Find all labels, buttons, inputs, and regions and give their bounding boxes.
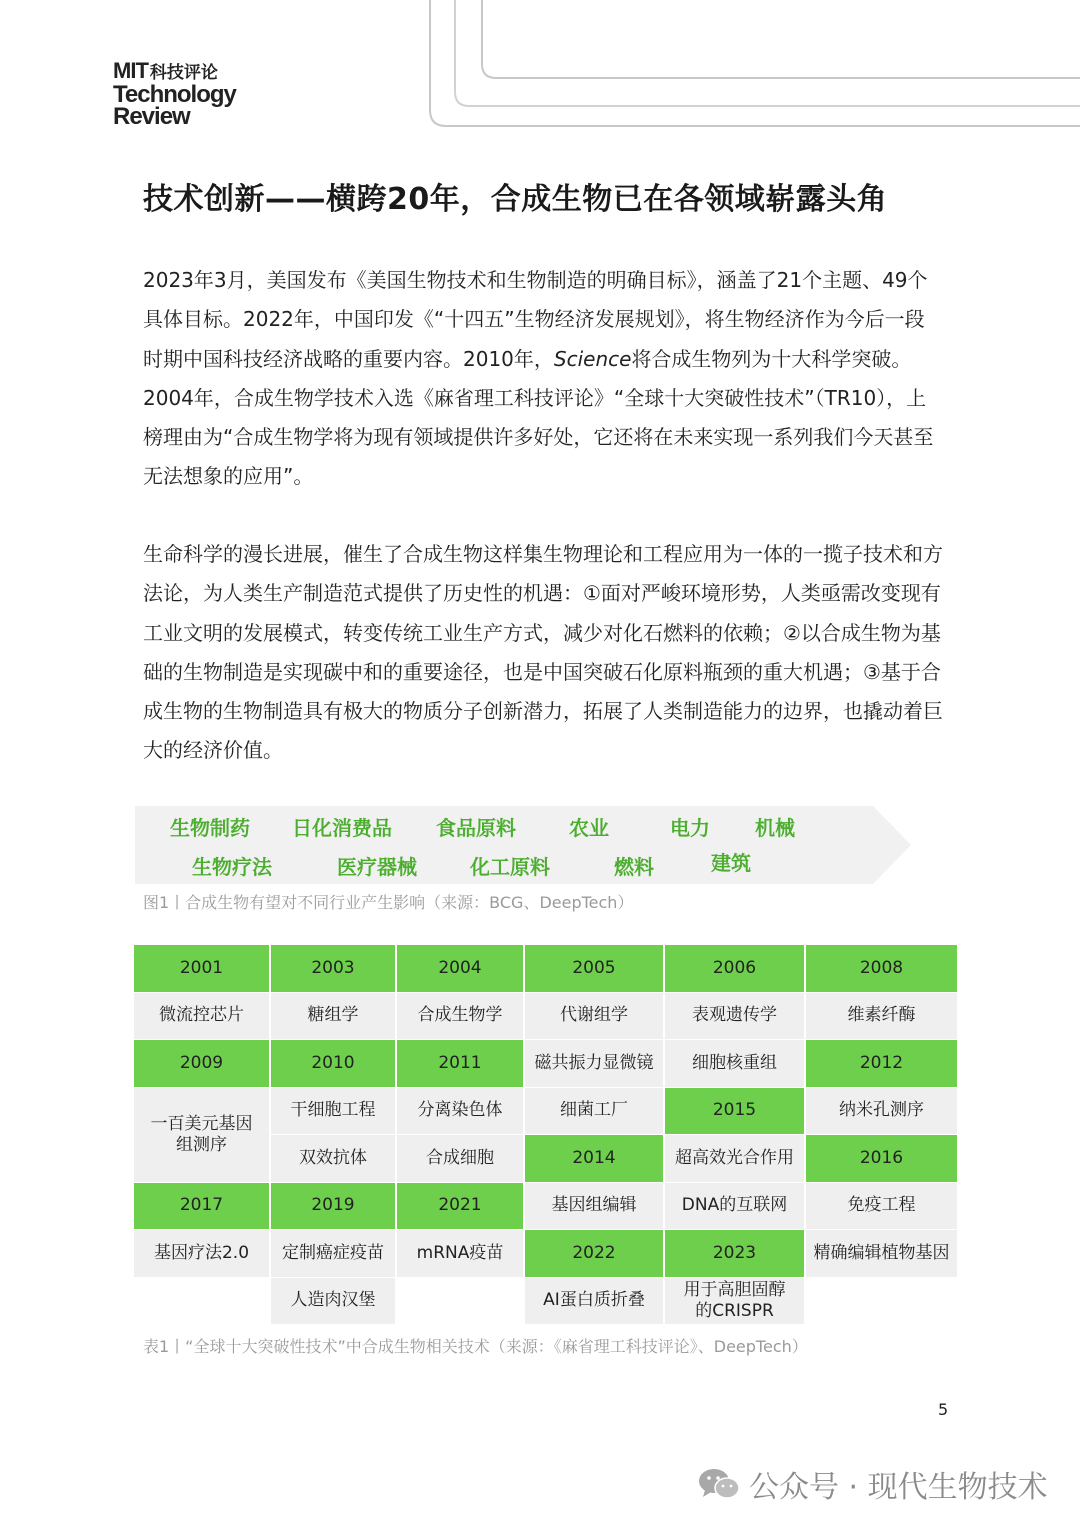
table-caption: 表1丨“全球十大突破性技术”中合成生物相关技术（来源：《麻省理工科技评论》、DeepTech）	[143, 1337, 808, 1356]
science-journal-name: Science	[553, 346, 632, 371]
year-cell: 2006	[665, 945, 804, 993]
year-cell: 2004	[397, 945, 523, 993]
year-cell: 2023	[665, 1230, 804, 1278]
industry-label: 日化消费品	[292, 816, 392, 840]
tech-cell: 精确编辑植物基因	[806, 1230, 957, 1278]
tech-cell: 分离染色体	[397, 1088, 523, 1136]
paragraph-2: 生命科学的漫长进展，催生了合成生物这样集生物理论和工程应用为一体的一揽子技术和方法论，为人类生产制造范式提供了历史性的机遇：①面对严峻环境形势，人类亟需改变现有工业文明的发展模式，转变传统工业生产方式，减少对化石燃料的依赖；②以合成生物为基础的生物制造是实现碳中和的重要途径，也是中国突破石化原料瓶颈的重大机遇；③基于合成生物的生物制造具有极大的物质分子创新潜力，拓展了人类制造能力的边界，也撬动着巨大的经济价值。	[143, 542, 943, 763]
tech-cell: 糖组学	[271, 993, 395, 1041]
year-cell: 2021	[397, 1183, 523, 1231]
tech-cell: 用于高胆固醇的CRISPR	[665, 1278, 804, 1326]
tech-cell: 磁共振力显微镜	[525, 1040, 663, 1088]
tech-cell: 维素纤酶	[806, 993, 957, 1041]
tech-cell: DNA的互联网	[665, 1183, 804, 1231]
year-cell: 2019	[271, 1183, 395, 1231]
year-cell: 2022	[525, 1230, 663, 1278]
tech-cell: 合成生物学	[397, 993, 523, 1041]
tech-cell: 一百美元基因组测序	[134, 1088, 269, 1183]
tech-cell: 表观遗传学	[665, 993, 804, 1041]
year-cell: 2015	[665, 1088, 804, 1136]
figure-caption: 图1丨合成生物有望对不同行业产生影响（来源：BCG、DeepTech）	[143, 893, 634, 912]
tech-cell: 微流控芯片	[134, 993, 269, 1041]
wechat-icon	[697, 1466, 741, 1502]
year-cell: 2003	[271, 945, 395, 993]
tech-cell: AI蛋白质折叠	[525, 1278, 663, 1326]
paragraph-1	[143, 261, 943, 497]
industry-label: 化工原料	[470, 855, 550, 879]
year-cell: 2011	[397, 1040, 523, 1088]
industry-label: 生物疗法	[192, 855, 272, 879]
tech-cell: 基因疗法2.0	[134, 1230, 269, 1278]
para1-text-a: 2023年3月，美国发布《美国生物技术和生物制造的明确目标》，涵盖了21个主题、49个具体目标。2022年，中国印发《“十四五”生物经济发展规划》，将生物经济作为今后一段时期中国科技经济战略的重要内容。2010年，	[143, 268, 928, 371]
industry-label: 食品原料	[436, 816, 516, 840]
page-number: 5	[938, 1400, 949, 1419]
breakthrough-tech-table	[134, 945, 951, 1325]
year-cell: 2016	[806, 1135, 957, 1183]
year-cell: 2009	[134, 1040, 269, 1088]
year-cell: 2008	[806, 945, 957, 993]
tech-cell: 细胞核重组	[665, 1040, 804, 1088]
industries-arrow-band	[135, 806, 911, 884]
tech-cell: 代谢组学	[525, 993, 663, 1041]
year-cell: 2005	[525, 945, 663, 993]
year-cell: 2001	[134, 945, 269, 993]
tech-cell: 合成细胞	[397, 1135, 523, 1183]
year-cell: 2017	[134, 1183, 269, 1231]
industry-label: 机械	[755, 816, 795, 840]
industry-label: 电力	[670, 816, 710, 840]
industry-label: 农业	[569, 816, 609, 840]
tech-cell: 定制癌症疫苗	[271, 1230, 395, 1278]
mit-technology-review-logo: MIT 科技评论 Technology Review	[113, 58, 236, 130]
industry-label: 建筑	[711, 851, 751, 875]
empty-cell	[397, 1278, 523, 1326]
empty-cell	[134, 1278, 269, 1326]
year-cell: 2012	[806, 1040, 957, 1088]
tech-cell: 超高效光合作用	[665, 1135, 804, 1183]
year-cell: 2010	[271, 1040, 395, 1088]
watermark-text: 公众号 · 现代生物技术	[749, 1470, 1048, 1505]
tech-cell: 细菌工厂	[525, 1088, 663, 1136]
tech-cell: mRNA疫苗	[397, 1230, 523, 1278]
tech-cell: 干细胞工程	[271, 1088, 395, 1136]
industry-label: 医疗器械	[337, 855, 417, 879]
section-title: 技术创新——横跨20年，合成生物已在各领域崭露头角	[143, 182, 888, 217]
para1-text-b: 将合成生物列为十大科学突破。2004年，合成生物学技术入选《麻省理工科技评论》“全球十大突破性技术”（TR10），上榜理由为“合成生物学将为现有领域提供许多好处，它还将在未来实现一系列我们今天甚至无法想象的应用”。	[143, 346, 934, 489]
wechat-watermark	[697, 1462, 1048, 1506]
year-cell: 2014	[525, 1135, 663, 1183]
industry-label: 生物制药	[170, 816, 250, 840]
tech-cell: 免疫工程	[806, 1183, 957, 1231]
tech-cell: 基因组编辑	[525, 1183, 663, 1231]
empty-cell	[806, 1278, 957, 1326]
tech-cell: 纳米孔测序	[806, 1088, 957, 1136]
industry-label: 燃料	[614, 855, 654, 879]
tech-cell: 双效抗体	[271, 1135, 395, 1183]
tech-cell: 人造肉汉堡	[271, 1278, 395, 1326]
